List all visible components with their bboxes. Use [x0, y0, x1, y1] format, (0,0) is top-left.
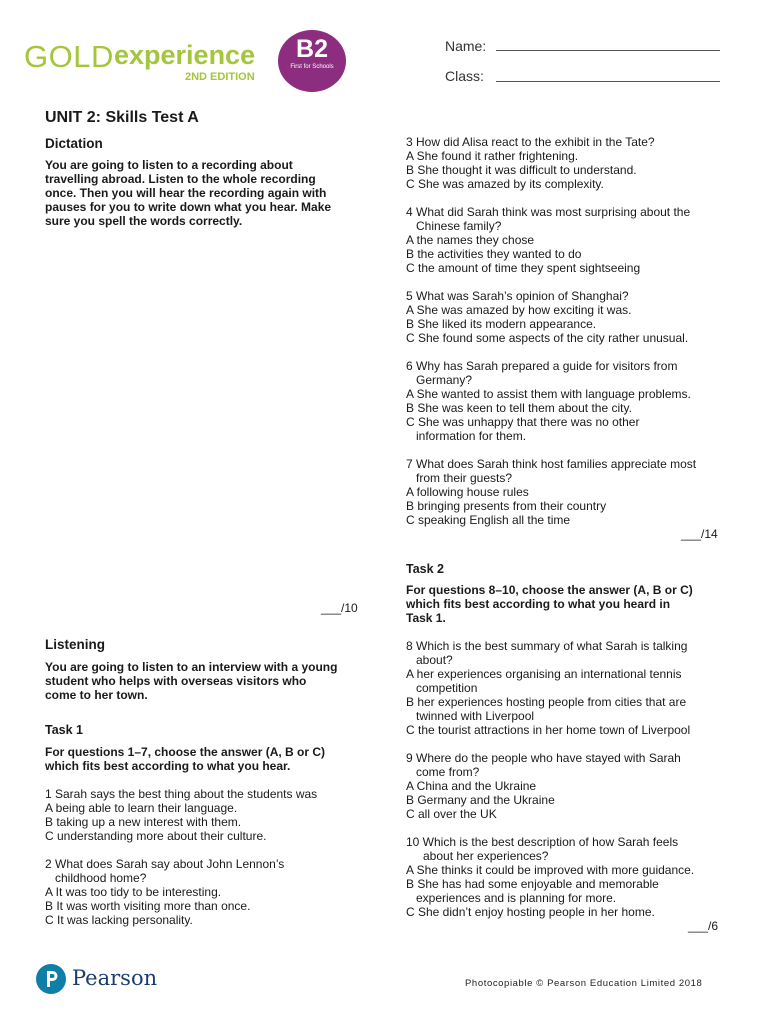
option-a[interactable]: A It was too tidy to be interesting. [45, 885, 222, 899]
question-text: 1 Sarah says the best thing about the students was [45, 787, 318, 801]
class-label: Class: [445, 68, 484, 84]
question-9 [406, 751, 681, 821]
badge-level: B2 [296, 35, 328, 63]
option-c[interactable]: C the tourist attractions in her home town of Liverpool [406, 723, 691, 737]
option-b[interactable]: B the activities they wanted to do [406, 247, 582, 261]
option-a-cont: competition [416, 681, 478, 695]
name-label: Name: [445, 38, 487, 54]
badge-subtitle: First for Schools [290, 64, 334, 70]
option-c[interactable]: C She didn’t enjoy hosting people in her home. [406, 905, 655, 919]
question-text-cont: Chinese family? [416, 219, 502, 233]
option-c[interactable]: C She found some aspects of the city rather unusual. [406, 331, 689, 345]
logo-experience-text: experience [114, 40, 256, 70]
question-text-cont: from their guests? [416, 471, 513, 485]
option-a[interactable]: A being able to learn their language. [45, 801, 238, 815]
question-10 [406, 835, 694, 919]
option-c[interactable]: C understanding more about their culture. [45, 829, 267, 843]
option-c[interactable]: C She was unhappy that there was no other [406, 415, 640, 429]
dictation-instructions [45, 158, 360, 228]
task2-instructions [406, 583, 721, 625]
question-text-cont: Germany? [416, 373, 473, 387]
task1-heading: Task 1 [45, 723, 83, 737]
question-text-cont: childhood home? [55, 871, 147, 885]
question-text: 4 What did Sarah think was most surprising about the [406, 205, 691, 219]
option-c[interactable]: C speaking English all the time [406, 513, 571, 527]
option-a[interactable]: A She thinks it could be improved with more guidance. [406, 863, 695, 877]
question-7 [406, 457, 696, 527]
option-b[interactable]: B She thought it was difficult to understand. [406, 163, 637, 177]
instruction-line: You are going to listen to an interview with a young [45, 660, 338, 674]
option-c[interactable]: C It was lacking personality. [45, 913, 193, 927]
question-text-cont: come from? [416, 765, 480, 779]
option-a[interactable]: A the names they chose [406, 233, 535, 247]
question-text: 7 What does Sarah think host families appreciate most [406, 457, 697, 471]
pearson-logo-icon [36, 964, 66, 994]
question-8 [406, 639, 690, 737]
option-c[interactable]: C all over the UK [406, 807, 497, 821]
question-text: 2 What does Sarah say about John Lennon’s [45, 857, 285, 871]
copyright-note: Photocopiable © Pearson Education Limited 2018 [465, 978, 703, 989]
unit-title: UNIT 2: Skills Test A [45, 109, 199, 126]
instruction-line: travelling abroad. Listen to the whole recording [45, 172, 316, 186]
instruction-line: once. Then you will hear the recording again with [45, 186, 327, 200]
pearson-wordmark: Pearson [72, 966, 158, 990]
dictation-score: ___/10 [321, 601, 358, 615]
option-b[interactable]: B taking up a new interest with them. [45, 815, 242, 829]
option-b[interactable]: B Germany and the Ukraine [406, 793, 555, 807]
option-b-cont: experiences and is planning for more. [416, 891, 617, 905]
question-text: 5 What was Sarah’s opinion of Shanghai? [406, 289, 629, 303]
question-text: 6 Why has Sarah prepared a guide for visitors from [406, 359, 678, 373]
pearson-p-icon [36, 964, 66, 994]
listening-heading: Listening [45, 637, 105, 652]
instruction-line: Task 1. [406, 611, 446, 625]
option-b[interactable]: B She liked its modern appearance. [406, 317, 597, 331]
option-b[interactable]: B her experiences hosting people from cities that are [406, 695, 687, 709]
level-badge [278, 30, 346, 92]
option-c[interactable]: C the amount of time they spent sightseeing [406, 261, 641, 275]
question-text: 9 Where do the people who have stayed with Sarah [406, 751, 681, 765]
question-text-cont: about? [416, 653, 453, 667]
question-4 [406, 205, 690, 275]
logo-edition-text: 2ND EDITION [185, 71, 255, 83]
instruction-line: which fits best according to what you hear. [45, 759, 291, 773]
question-5 [406, 289, 688, 345]
instruction-line: come to her town. [45, 688, 148, 702]
instruction-line: which fits best according to what you heard in [406, 597, 671, 611]
question-1 [45, 787, 317, 843]
instruction-line: pauses for you to write down what you hear. Make [45, 200, 332, 214]
question-6 [406, 359, 691, 443]
question-text: 8 Which is the best summary of what Sarah is talking [406, 639, 688, 653]
task2-heading: Task 2 [406, 562, 444, 576]
question-2 [45, 857, 284, 927]
option-a[interactable]: A China and the Ukraine [406, 779, 537, 793]
option-a[interactable]: A She was amazed by how exciting it was. [406, 303, 632, 317]
option-b[interactable]: B bringing presents from their country [406, 499, 607, 513]
option-b[interactable]: B She has had some enjoyable and memorable [406, 877, 659, 891]
dictation-heading: Dictation [45, 136, 103, 151]
option-a[interactable]: A following house rules [406, 485, 529, 499]
task1-instructions [45, 745, 360, 773]
option-a[interactable]: A her experiences organising an international tennis [406, 667, 682, 681]
option-b[interactable]: B It was worth visiting more than once. [45, 899, 251, 913]
logo-gold-text: GOLD [24, 39, 114, 74]
task2-score: ___/6 [688, 919, 719, 933]
question-text: 3 How did Alisa react to the exhibit in the Tate? [406, 135, 655, 149]
instruction-line: For questions 1–7, choose the answer (A, B or C) [45, 745, 326, 759]
option-a[interactable]: A She found it rather frightening. [406, 149, 579, 163]
name-field-line[interactable] [496, 50, 720, 51]
question-3 [406, 135, 655, 191]
option-c[interactable]: C She was amazed by its complexity. [406, 177, 604, 191]
question-text-cont: about her experiences? [423, 849, 549, 863]
gold-experience-logo [24, 30, 354, 92]
instruction-line: student who helps with overseas visitors who [45, 674, 307, 688]
instruction-line: sure you spell the words correctly. [45, 214, 243, 228]
listening-instructions [45, 660, 360, 702]
option-b-cont: twinned with Liverpool [416, 709, 535, 723]
option-a[interactable]: A She wanted to assist them with language problems. [406, 387, 691, 401]
class-field-line[interactable] [496, 81, 720, 82]
option-b[interactable]: B She was keen to tell them about the city. [406, 401, 632, 415]
task1-score: ___/14 [681, 527, 718, 541]
instruction-line: You are going to listen to a recording about [45, 158, 293, 172]
option-c-cont: information for them. [416, 429, 527, 443]
question-text: 10 Which is the best description of how Sarah feels [406, 835, 679, 849]
instruction-line: For questions 8–10, choose the answer (A, B or C) [406, 583, 693, 597]
